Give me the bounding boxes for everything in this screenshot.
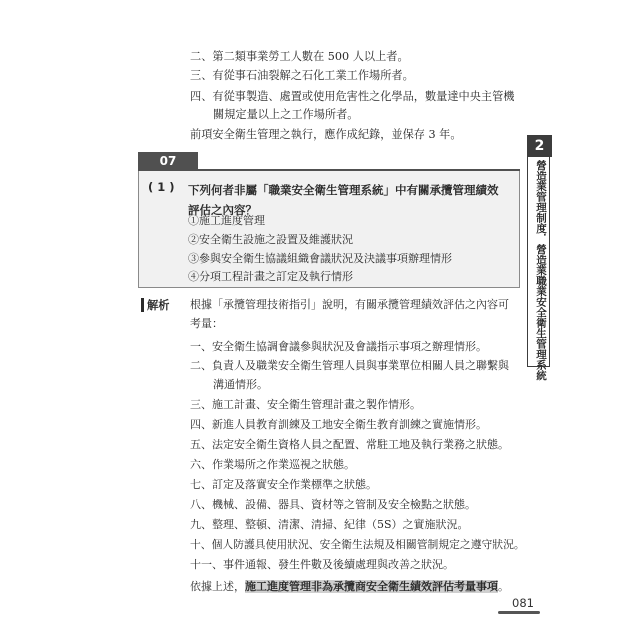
analysis-item-6: 六、作業場所之作業巡視之狀態。: [190, 458, 355, 471]
option-3: ③參與安全衛生協議組織會議狀況及決議事項辦理情形: [188, 252, 452, 265]
chapter-title: 營造業管理制度．營造業職業安全衛生管理系統: [535, 160, 547, 381]
intro-line-1: 二、第二類事業勞工人數在 500 人以上者。: [190, 50, 409, 63]
intro-line-2: 三、有從事石油裂解之石化工業工作場所者。: [190, 69, 414, 82]
question-number: 07: [138, 152, 198, 170]
question-text: 下列何者非屬「職業安全衛生管理系統」中有關承攬管理績效評估之內容？: [188, 183, 499, 217]
page-number: 081: [512, 596, 534, 610]
page-number-rule: [498, 611, 540, 614]
analysis-item-3: 三、施工計畫、安全衛生管理計畫之製作情形。: [190, 398, 421, 411]
question-answer: ( 1 ): [148, 180, 175, 194]
intro-line-3: 四、有從事製造、處置或使用危害性之化學品，數量達中央主管機: [190, 90, 515, 103]
analysis-label: 解析: [147, 298, 170, 312]
conclusion-prefix: 依據上述，: [190, 580, 245, 593]
analysis-marker: [141, 298, 144, 312]
option-2: ②安全衛生設施之設置及維護狀況: [188, 233, 353, 246]
analysis-item-7: 七、訂定及落實安全作業標準之狀態。: [190, 478, 377, 491]
analysis-intro-2: 考量：: [190, 317, 223, 330]
conclusion-suffix: 。: [498, 580, 509, 593]
analysis-item-10: 十、個人防護具使用狀況、安全衛生法規及相關管制規定之遵守狀況。: [190, 538, 525, 551]
option-4: ④分項工程計畫之訂定及執行情形: [188, 270, 353, 283]
analysis-item-2: 二、負責人及職業安全衛生管理人員與事業單位相關人員之聯繫與: [190, 359, 509, 372]
analysis-item-1: 一、安全衛生協調會議參與狀況及會議指示事項之辦理情形。: [190, 340, 487, 353]
analysis-item-2-cont: 溝通情形。: [213, 378, 268, 391]
analysis-intro-1: 根據「承攬管理技術指引」說明，有關承攬管理績效評估之內容可: [190, 298, 509, 311]
intro-line-3-cont: 關規定量以上之工作場所者。: [213, 108, 359, 121]
analysis-item-5: 五、法定安全衛生資格人員之配置、常駐工地及執行業務之狀態。: [190, 438, 509, 451]
question-divider: [138, 169, 520, 171]
conclusion-highlight: 施工進度管理非為承攬商安全衛生績效評估考量事項: [245, 580, 498, 593]
chapter-number: 2: [527, 135, 552, 157]
analysis-item-4: 四、新進人員教育訓練及工地安全衛生教育訓練之實施情形。: [190, 418, 487, 431]
analysis-item-8: 八、機械、設備、器具、資材等之管制及安全檢點之狀態。: [190, 498, 476, 511]
analysis-item-9: 九、整理、整頓、清潔、清掃、紀律（5S）之實施狀況。: [190, 518, 469, 531]
analysis-item-11: 十一、事件通報、發生件數及後續處理與改善之狀況。: [190, 558, 454, 571]
intro-line-4: 前項安全衛生管理之執行，應作成紀錄，並保存 3 年。: [190, 128, 462, 141]
analysis-conclusion: [190, 580, 509, 594]
option-1: ①施工進度管理: [188, 214, 265, 227]
